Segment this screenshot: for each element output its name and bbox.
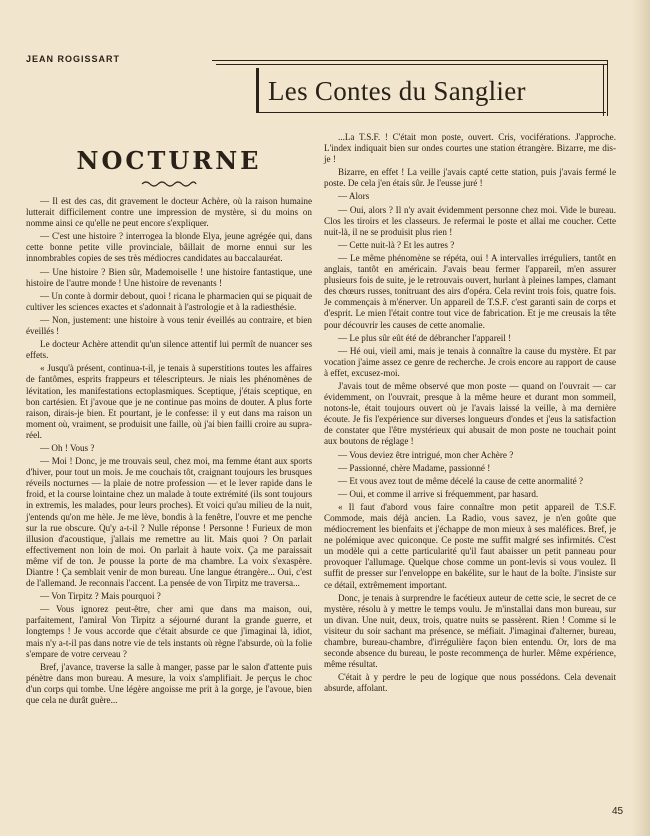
paragraph: « Jusqu'à présent, continua-t-il, je tenais à superstitions toutes les affaires de fantômes, esprits frappeurs et télescripteurs. Je niais les phénomènes de lévitation, les manifestations ectoplasmiques. Sceptique, j'étais sceptique, en bon cartésien. Et j'avoue que je ne continue pas moins de douter. A plus forte raison, dirais-je bien. Et pourtant, je le confesse: il y eut dans ma raison un moment où, vraiment, se produisit une faille, où j'ai bien failli croire au supra-réel. [26,363,312,440]
paragraph: Donc, je tenais à surprendre le facétieux auteur de cette scie, le secret de ce mystère, résolu à y mettre le temps voulu. Je m'installai dans mon bureau, sur un divan. Une nuit, deux, trois, quatre nuits se passèrent. Rien ! Comme si le visiteur du soir sachant ma présence, se méfiait. J'imaginai d'alterner, bureau, chambre, bureau-chambre, d'irrégulière façon bien entendu. Or, lors de ma seconde absence du bureau, le poste recommença de hurler. Même expérience, même résultat. [324,592,616,670]
title-flourish [140,180,198,188]
paragraph: — Une histoire ? Bien sûr, Mademoiselle ! une histoire fantastique, une histoire de l'autre monde ! Une histoire de revenants ! [26,266,312,288]
right-text-column [324,132,616,697]
paragraph: — Le même phénomène se répéta, oui ! A intervalles irréguliers, tantôt en anglais, tantôt en américain. J'avais beau fermer l'appareil, m'en assurer plusieurs fois de suite, je le retrouvais ouvert, hurlant à pleines lampes, clamant des chœurs russes, tonitruant des airs d'opéra. Cela revint trois fois, quatre fois. Je commençais à m'énerver. Un appareil de T.S.F. c'est garanti sain de corps et d'esprit. Le mien l'était contre tout vice de fabrication. Et je me creusais la tête pour découvrir les causes de cette anomalie. [324,252,616,330]
masthead-rule-right [607,60,608,116]
paragraph: — Le plus sûr eût été de débrancher l'appareil ! [338,332,512,343]
story-title: NOCTURNE [76,146,262,175]
paragraph: — Oui, alors ? Il n'y avait évidemment personne chez moi. Vide le bureau. Clos les tiroirs et les classeurs. Je refermai le poste et allai me coucher. Cette nuit-là, il ne se produisit plus rien ! [324,204,616,237]
paragraph: ...La T.S.F. ! C'était mon poste, ouvert. Cris, vociférations. J'approche. L'index indiquait bien sur ondes courtes une station étrangère. Bizarre, me dis-je ! [324,132,616,165]
paragraph: Bref, j'avance, traverse la salle à manger, passe par le salon d'attente puis pénètre dans mon bureau. A mesure, la voix s'amplifiait. Je perçus le choc d'un corps qui tombe. Une légère angoisse me prit à la gorge, je l'avoue, bien que cela ne durât guère... [26,661,312,706]
left-text-column [26,196,312,708]
paragraph: C'était à y perdre le peu de logique que nous possédons. Cela devenait absurde, affolant. [324,672,616,694]
paragraph: — Passionné, chère Madame, passionné ! [338,462,491,473]
paragraph: « Il faut d'abord vous faire connaître mon petit appareil de T.S.F. Commode, mais déjà ancien. La Radio, vous savez, je n'en goûte que médiocrement les bienfaits et j'échappe de mon mieux à ses maléfices. Bref, je ne polémique avec quiconque. Ce poste me suffit malgré ses infirmités. C'est un modèle qui a cette particularité qu'il faut abaisser un petit panneau pour provoquer l'allumage. Quelque chose comme un pont-levis si vous voulez. Il suffit de presser sur l'enveloppe en bakélite, sur le haut de la boîte. J'insiste sur ce détail, extrêmement important. [324,501,616,590]
paragraph: J'avais tout de même observé que mon poste — quand on l'ouvrait — car évidemment, on l'ouvrait, presque à la même heure et durant mon sommeil, notons-le, était toujours ouvert où je l'avais laissé la veille, à ma dernière écoute. Je fis l'expérience sur diverses longueurs d'ondes et j'eus la satisfaction de constater que l'être mystérieux qui abusait de mon poste ne touchait point aux boutons de réglage ! [324,380,616,447]
paragraph: — Vous deviez être intrigué, mon cher Achère ? [338,449,514,460]
paragraph: — Oh ! Vous ? [40,442,95,453]
masthead-rule-top-inner [216,64,608,65]
masthead-rule-bottom [256,112,606,113]
paragraph: — Vous ignorez peut-être, cher ami que dans ma maison, oui, parfaitement, l'amiral Von Tirpitz a séjourné durant la grande guerre, et longtemps ! Je vous accorde que c'était absurde ce que j'imaginai là, idiot, mais n'y a-t-il pas dans notre vie de tels instants où règne l'absurde, où la folie s'empare de votre cerveau ? [26,604,312,659]
paragraph: — Von Tirpitz ? Mais pourquoi ? [40,591,161,602]
paragraph: — Non, justement: une histoire à vous tenir éveillés au contraire, et bien éveillés ! [26,314,312,337]
paragraph: — Il est des cas, dit gravement le docteur Achère, où la raison humaine lutterait difficilement contre une impression de mystère, si du moins on nomme ainsi ce qu'elle ne peut encore s'expliquer. [26,196,312,229]
paragraph: — Et vous avez tout de même décelé la cause de cette anormalité ? [338,475,583,486]
masthead-rule-right-inner [603,64,604,116]
paragraph: — Un conte à dormir debout, quoi ! ricana le pharmacien qui se piquait de cultiver les sciences exactes et s'adonnait à l'astrologie et à la radiesthésie. [26,290,312,312]
series-title: Les Contes du Sanglier [268,76,526,106]
paragraph: — Alors [338,191,370,202]
paragraph: — Cette nuit-là ? Et les autres ? [338,239,455,250]
paragraph: — Moi ! Donc, je me trouvais seul, chez moi, ma femme étant aux sports d'hiver, pour tout un mois. Je me couchais tôt, craignant toujours les brusques réveils nocturnes — la plaie de notre profession — et le lever rapide dans le froid, et la course lointaine chez un malade à toute extrémité (ils sont toujours in extremis, les malades, pour leurs proches). Et voici qu'au milieu de la nuit, j'entends qu'on me hèle. Je me lève, bondis à la fenêtre, l'ouvre et me penche sur la rue obscure. Qu'y a-t-il ? Nulle réponse ! Personne ! Furieux de mon illusion d'acoustique, j'allais me remettre au lit. Mais quoi ? On parlait effectivement non loin de moi. On parlait à haute voix. Ça me paraissait même vif de ton. Je pousse la porte de ma chambre. La voix s'exaspère. Diantre ! Ça semblait venir de mon bureau. Une langue étrangère... Oui, c'est de l'allemand. Je reconnais l'accent. La pensée de von Tirpitz me traversa... [26,456,312,589]
paragraph: Le docteur Achère attendit qu'un silence attentif lui permît de nuancer ses effets. [26,339,312,361]
author-name: JEAN ROGISSART [26,54,121,64]
masthead-rule-top [212,60,608,61]
paragraph: — C'est une histoire ? interrogea la blonde Elya, jeune agrégée qui, dans cette bonne petite ville provinciale, bâillait de morne ennui sur les innombrables copies de ses très médiocres candidates au baccalauréat. [26,231,312,264]
paragraph: — Oui, et comme il arrive si fréquemment, par hasard. [338,488,539,499]
paragraph: Bizarre, en effet ! La veille j'avais capté cette station, puis j'avais fermé le poste. De cela j'en étais sûr. Je l'eusse juré ! [324,167,616,189]
page-number: 45 [612,806,624,817]
series-masthead [212,60,608,116]
masthead-rule-left [256,68,259,112]
paragraph: — Hé oui, vieil ami, mais je tenais à connaître la cause du mystère. Et par vocation j'aime assez ce genre de recherche. Je crois encore au rapport de cause à effet, excusez-moi. [324,345,616,378]
